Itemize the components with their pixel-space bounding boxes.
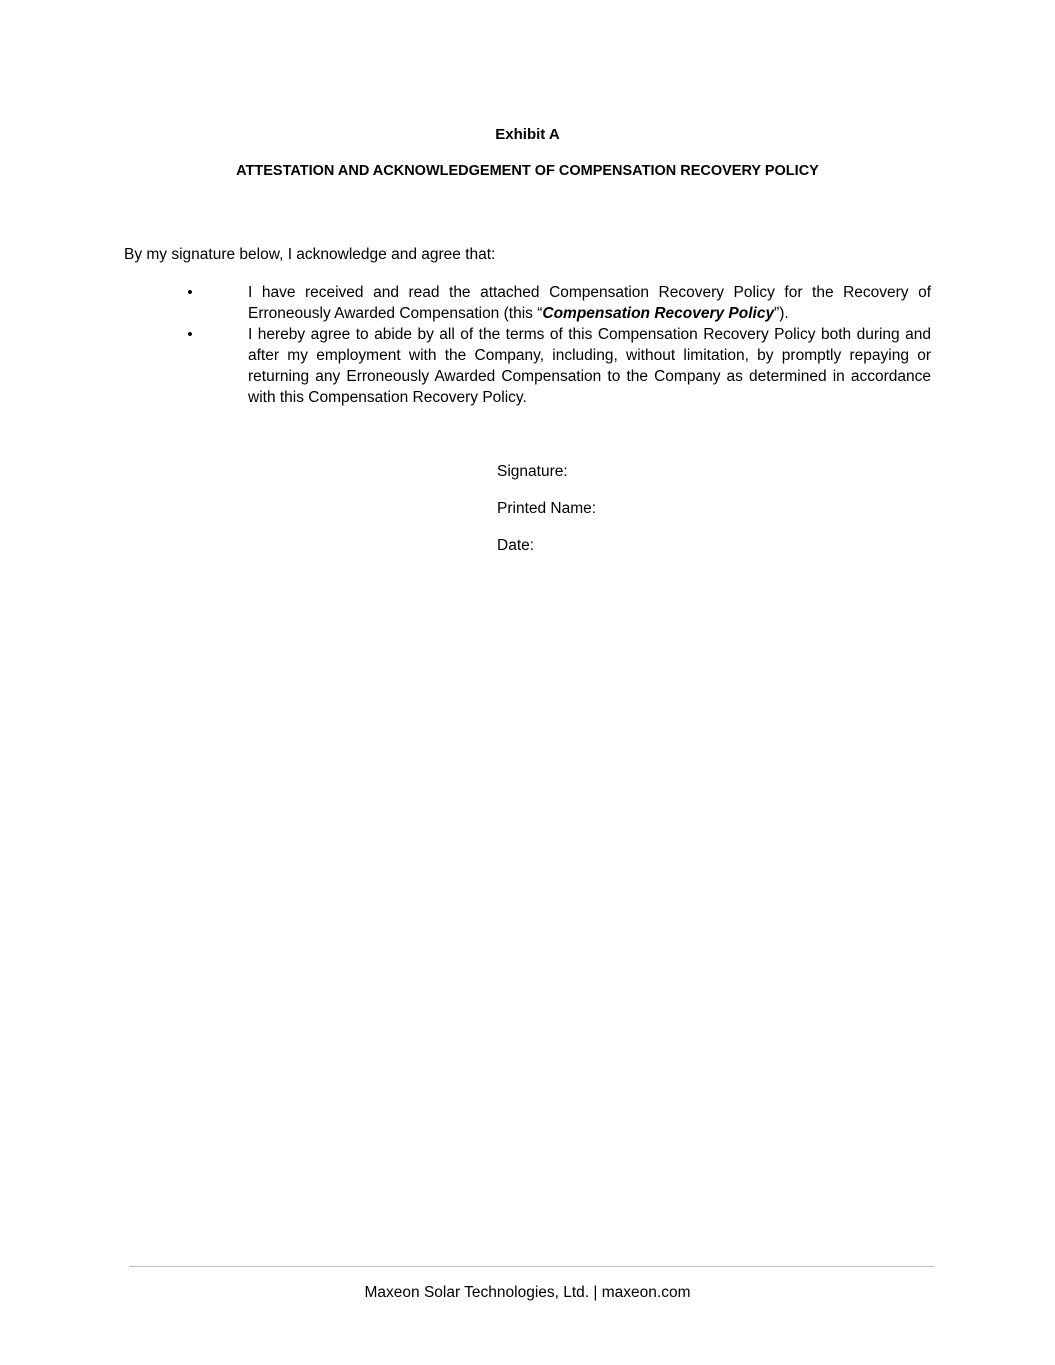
signature-block [497,461,897,572]
list-item [124,282,931,324]
bullet-icon: • [187,284,193,301]
bullet-text-after: ”). [774,305,789,322]
defined-term: Compensation Recovery Policy [542,305,775,322]
bullet-text-before: I have received and read the attached Compensation Recovery Policy for the Recovery of Erroneously Awarded Compensation (this “ [248,284,931,322]
footer-divider [129,1266,934,1267]
document-heading: ATTESTATION AND ACKNOWLEDGEMENT OF COMPENSATION RECOVERY POLICY [236,163,819,179]
bullet-text: I hereby agree to abide by all of the terms of this Compensation Recovery Policy both during and after my employment with the Company, including, without limitation, by promptly repaying or returning any Erroneously Awarded Compensation to the Company as determined in accordance with this Compensation Recovery Policy. [248,326,931,406]
exhibit-title: Exhibit A [495,126,560,143]
date-label: Date: [497,537,535,554]
bullet-icon: • [187,326,193,343]
bullet-text [248,284,931,322]
list-item [124,324,931,408]
intro-paragraph: By my signature below, I acknowledge and agree that: [124,246,496,263]
printed-name-label: Printed Name: [497,500,597,517]
acknowledgement-list [124,282,931,408]
signature-label: Signature: [497,463,568,480]
page-footer: Maxeon Solar Technologies, Ltd. | maxeon.com [364,1284,691,1301]
